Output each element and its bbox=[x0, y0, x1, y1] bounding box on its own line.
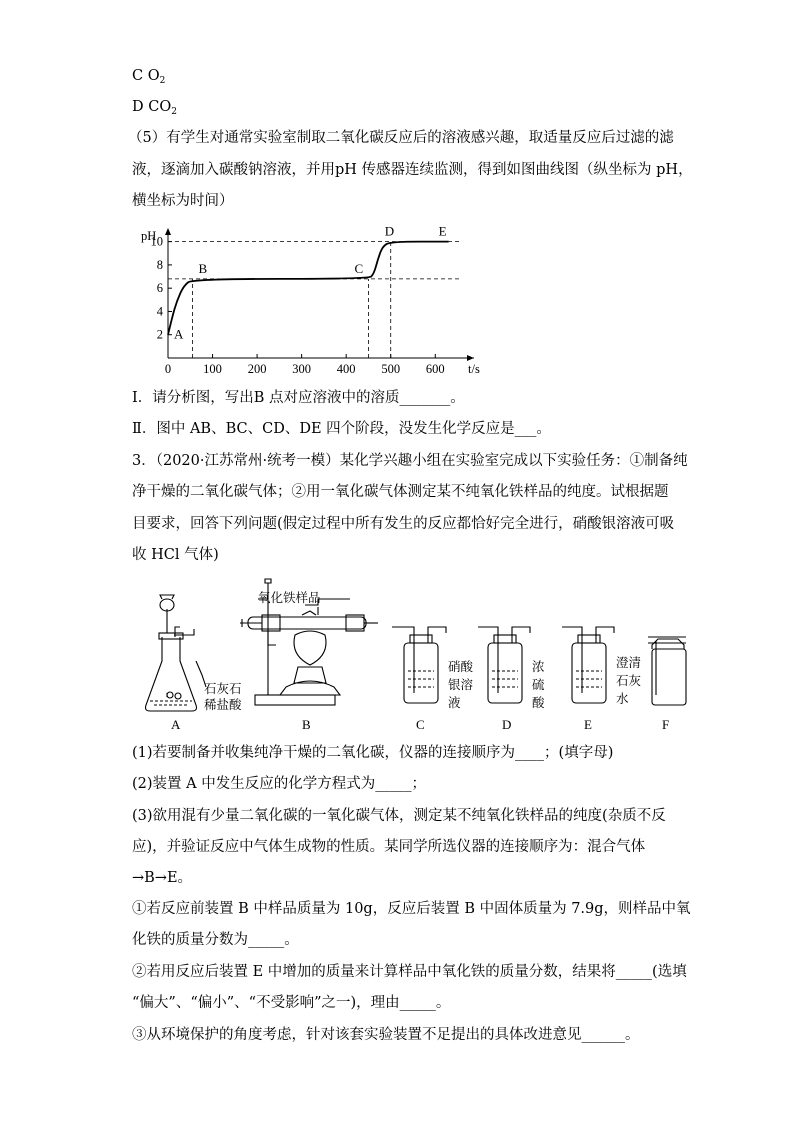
c-reagent-3: 液 bbox=[448, 696, 461, 710]
y-tick-label: 4 bbox=[156, 304, 163, 319]
point-label-c: C bbox=[354, 260, 364, 276]
letter-a: A bbox=[171, 717, 181, 732]
x-tick-label: 400 bbox=[336, 362, 356, 376]
y-tick-label: 2 bbox=[156, 327, 163, 342]
apparatus-d bbox=[478, 627, 530, 703]
d-reagent-1: 浓 bbox=[532, 660, 545, 674]
option-c bbox=[132, 66, 165, 91]
x-tick-label: 600 bbox=[425, 362, 445, 376]
step-1a: ①若反应前装置 B 中样品质量为 10g，反应后装置 B 中固体质量为 7.9g，则样品中氧 bbox=[132, 901, 691, 917]
point-label-a: A bbox=[174, 326, 184, 342]
point-label-e: E bbox=[438, 223, 447, 239]
option-d-letter: D bbox=[132, 99, 144, 115]
apparatus-figure bbox=[140, 575, 690, 737]
q5-line3: 横坐标为时间） bbox=[132, 193, 234, 209]
point-label-d: D bbox=[384, 223, 395, 239]
letter-d: D bbox=[502, 717, 512, 732]
sub-question-1: (1)若要制备并收集纯净干燥的二氧化碳，仪器的连接顺序为____；(填字母) bbox=[132, 745, 614, 761]
option-c-letter: C bbox=[132, 68, 144, 84]
y-axis-label: pH bbox=[141, 229, 157, 243]
c-reagent-1: 硝酸 bbox=[448, 660, 474, 674]
q3-line2: 净干燥的二氧化碳气体；②用一氧化碳气体测定某不纯氧化铁样品的纯度。试根据题 bbox=[132, 484, 669, 500]
y-tick-label: 6 bbox=[156, 281, 163, 296]
q3-line1: 3．（2020·江苏常州·统考一模）某化学兴趣小组在实验室完成以下实验任务：①制备纯 bbox=[132, 453, 688, 469]
step-2b: “偏大”、“偏小”、“不受影响”之一)，理由_____。 bbox=[132, 995, 451, 1011]
y-tick-label: 10 bbox=[150, 234, 163, 249]
apparatus-a bbox=[146, 595, 207, 711]
a-reagent-2: 稀盐酸 bbox=[204, 698, 242, 712]
ph-curve bbox=[168, 242, 449, 335]
letter-e: E bbox=[584, 717, 592, 732]
a-reagent-1: 石灰石 bbox=[204, 682, 242, 696]
d-reagent-3: 酸 bbox=[532, 696, 545, 710]
option-d-formula: CO bbox=[148, 99, 172, 115]
q3-line4: 收 HCl 气体) bbox=[132, 547, 219, 563]
x-tick-label: 300 bbox=[292, 362, 312, 376]
x-tick-label: 0 bbox=[164, 362, 172, 376]
y-axis-arrow bbox=[165, 228, 171, 235]
option-d bbox=[132, 97, 177, 122]
x-tick-label: 500 bbox=[381, 362, 401, 376]
q5-question-ii: Ⅱ．图中 AB、BC、CD、DE 四个阶段，没发生化学反应是___。 bbox=[132, 421, 551, 437]
sub-question-3c: →B→E。 bbox=[132, 870, 193, 886]
step-1b: 化铁的质量分数为_____。 bbox=[132, 932, 299, 948]
q5-line1: （5）有学生对通常实验室制取二氧化碳反应后的溶液感兴趣，取适量反应后过滤的滤 bbox=[128, 130, 674, 146]
apparatus-c bbox=[392, 627, 446, 703]
q3-line3: 目要求，回答下列问题(假定过程中所有发生的反应都恰好完全进行，硝酸银溶液可吸 bbox=[132, 516, 675, 532]
sub-question-3a: (3)欲用混有少量二氧化碳的一氧化碳气体，测定某不纯氧化铁样品的纯度(杂质不反 bbox=[132, 808, 666, 824]
c-reagent-2: 银溶 bbox=[448, 678, 474, 692]
ph-chart bbox=[136, 222, 480, 378]
point-label-b: B bbox=[198, 260, 208, 276]
letter-c: C bbox=[416, 717, 425, 732]
letter-f: F bbox=[662, 717, 670, 732]
x-tick-label: 200 bbox=[247, 362, 267, 376]
q5-line2: 液，逐滴加入碳酸钠溶液，并用pH 传感器连续监测，得到如图曲线图（纵坐标为 pH， bbox=[132, 162, 693, 178]
apparatus-e bbox=[562, 627, 614, 703]
x-axis-arrow bbox=[467, 355, 474, 361]
letter-b: B bbox=[302, 717, 311, 732]
x-axis-label: t/s bbox=[468, 362, 480, 376]
sub-question-2: (2)装置 A 中发生反应的化学方程式为_____； bbox=[132, 776, 426, 792]
f-reagent-2: 石灰 bbox=[616, 674, 642, 688]
sample-label: 氧化铁样品 bbox=[258, 591, 321, 605]
d-reagent-2: 硫 bbox=[532, 678, 545, 692]
option-c-formula: O bbox=[147, 68, 160, 84]
apparatus-f bbox=[648, 637, 686, 705]
sub-question-3b: 应)，并验证反应中气体生成物的性质。某同学所选仪器的连接顺序为：混合气体 bbox=[132, 839, 646, 855]
f-reagent-3: 水 bbox=[616, 692, 629, 706]
y-tick-label: 8 bbox=[156, 257, 163, 272]
option-c-sub: 2 bbox=[159, 76, 166, 86]
q5-question-i: I．请分析图，写出B 点对应溶液中的溶质_______。 bbox=[132, 390, 465, 406]
f-reagent-1: 澄清 bbox=[616, 656, 642, 670]
option-d-sub: 2 bbox=[171, 107, 177, 117]
step-3: ③从环境保护的角度考虑，针对该套实验装置不足提出的具体改进意见______。 bbox=[132, 1027, 640, 1043]
step-2a: ②若用反应后装置 E 中增加的质量来计算样品中氧化铁的质量分数，结果将_____(选填 bbox=[132, 964, 687, 980]
x-tick-label: 100 bbox=[203, 362, 222, 376]
